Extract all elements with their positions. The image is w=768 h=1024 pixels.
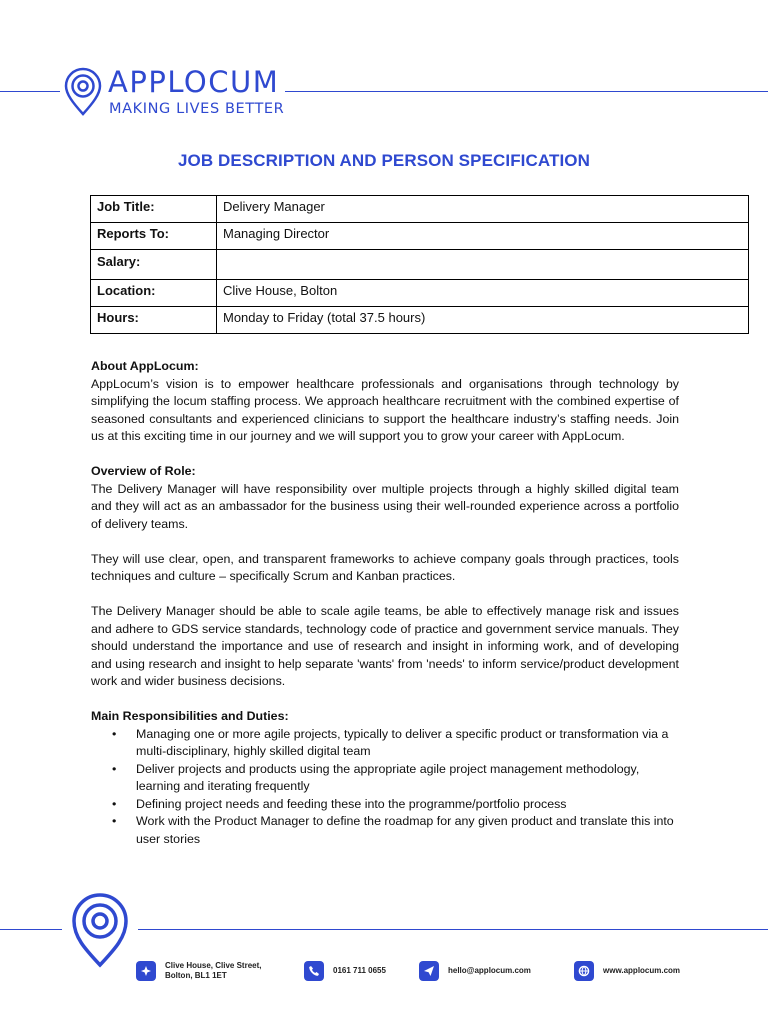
document-title: JOB DESCRIPTION AND PERSON SPECIFICATION [177, 151, 591, 170]
list-item: • Managing one or more agile projects, typically to deliver a specific product or transformation via a multi-disciplinary, highly skilled digital team [136, 726, 679, 761]
list-item: • Deliver projects and products using the appropriate agile project management methodology, learning and iterating frequently [136, 761, 679, 796]
applocum-footer-logo-icon [70, 893, 130, 969]
address-line-2: Bolton, BL1 1ET [165, 971, 227, 980]
about-text: AppLocum’s vision is to empower healthcare professionals and organisations through technology by simplifying the locum staffing process. We approach healthcare recruitment with the combined expertise of seasoned consultants and experienced clinicians to support the healthcare industry’s staffing needs. Join us at this exciting time in our journey and we will support you to grow your career with AppLocum. [91, 376, 679, 443]
applocum-logo-icon [64, 67, 102, 117]
hours-label: Hours: [91, 307, 217, 334]
responsibilities-list [91, 726, 679, 849]
email-address: hello@applocum.com [448, 966, 531, 975]
footer-rule-left [0, 929, 62, 930]
phone-icon [304, 961, 324, 981]
job-title-label: Job Title: [91, 196, 217, 223]
overview-paragraph-3: The Delivery Manager should be able to scale agile teams, be able to effectively manage risk and issues and adhere to GDS service standards, technology code of practice and government service manuals. They should understand the importance and use of research and insight in informing work, and of developing and using research and insight to help separate 'wants' from 'needs' to inform service/product development work and wider business decisions. [91, 604, 679, 688]
reports-to-value: Managing Director [217, 223, 749, 250]
table-row [91, 280, 749, 307]
location-icon [136, 961, 156, 981]
table-row [91, 250, 749, 280]
reports-to-label: Reports To: [91, 223, 217, 250]
salary-value [217, 250, 749, 280]
overview-heading: Overview of Role: [91, 464, 196, 478]
job-title-value: Delivery Manager [217, 196, 749, 223]
list-item: • Work with the Product Manager to define the roadmap for any given product and translate this into user stories [136, 813, 679, 848]
document-body [91, 358, 679, 848]
brand-tagline: MAKING LIVES BETTER [109, 101, 285, 117]
hours-value: Monday to Friday (total 37.5 hours) [217, 307, 749, 334]
location-value: Clive House, Bolton [217, 280, 749, 307]
header-rule-right [285, 91, 768, 92]
phone-number: 0161 711 0655 [333, 966, 386, 975]
footer-rule-right [138, 929, 768, 930]
footer-email[interactable] [419, 958, 531, 984]
salary-label: Salary: [91, 250, 217, 280]
location-label: Location: [91, 280, 217, 307]
list-item: • Defining project needs and feeding these into the programme/portfolio process [136, 796, 679, 814]
table-row [91, 196, 749, 223]
table-row [91, 223, 749, 250]
footer-website[interactable] [574, 958, 680, 984]
globe-icon [574, 961, 594, 981]
footer-phone[interactable] [304, 958, 386, 984]
send-icon [419, 961, 439, 981]
job-info-table [90, 195, 749, 334]
responsibilities-heading: Main Responsibilities and Duties: [91, 709, 289, 723]
overview-paragraph-1: The Delivery Manager will have responsibility over multiple projects through a highly skilled digital team and they will act as an ambassador for the business using their well-rounded experience across a portfolio of delivery teams. [91, 481, 679, 531]
about-heading: About AppLocum: [91, 359, 199, 373]
address-line-1: Clive House, Clive Street, [165, 961, 262, 970]
website-url: www.applocum.com [603, 966, 681, 975]
header-rule-left [0, 91, 60, 92]
overview-paragraph-2: They will use clear, open, and transparent frameworks to achieve company goals through practices, tools techniques and culture – specifically Scrum and Kanban practices. [91, 551, 679, 583]
table-row [91, 307, 749, 334]
brand-name: APPLOCUM [108, 65, 280, 99]
footer-address [136, 958, 261, 984]
